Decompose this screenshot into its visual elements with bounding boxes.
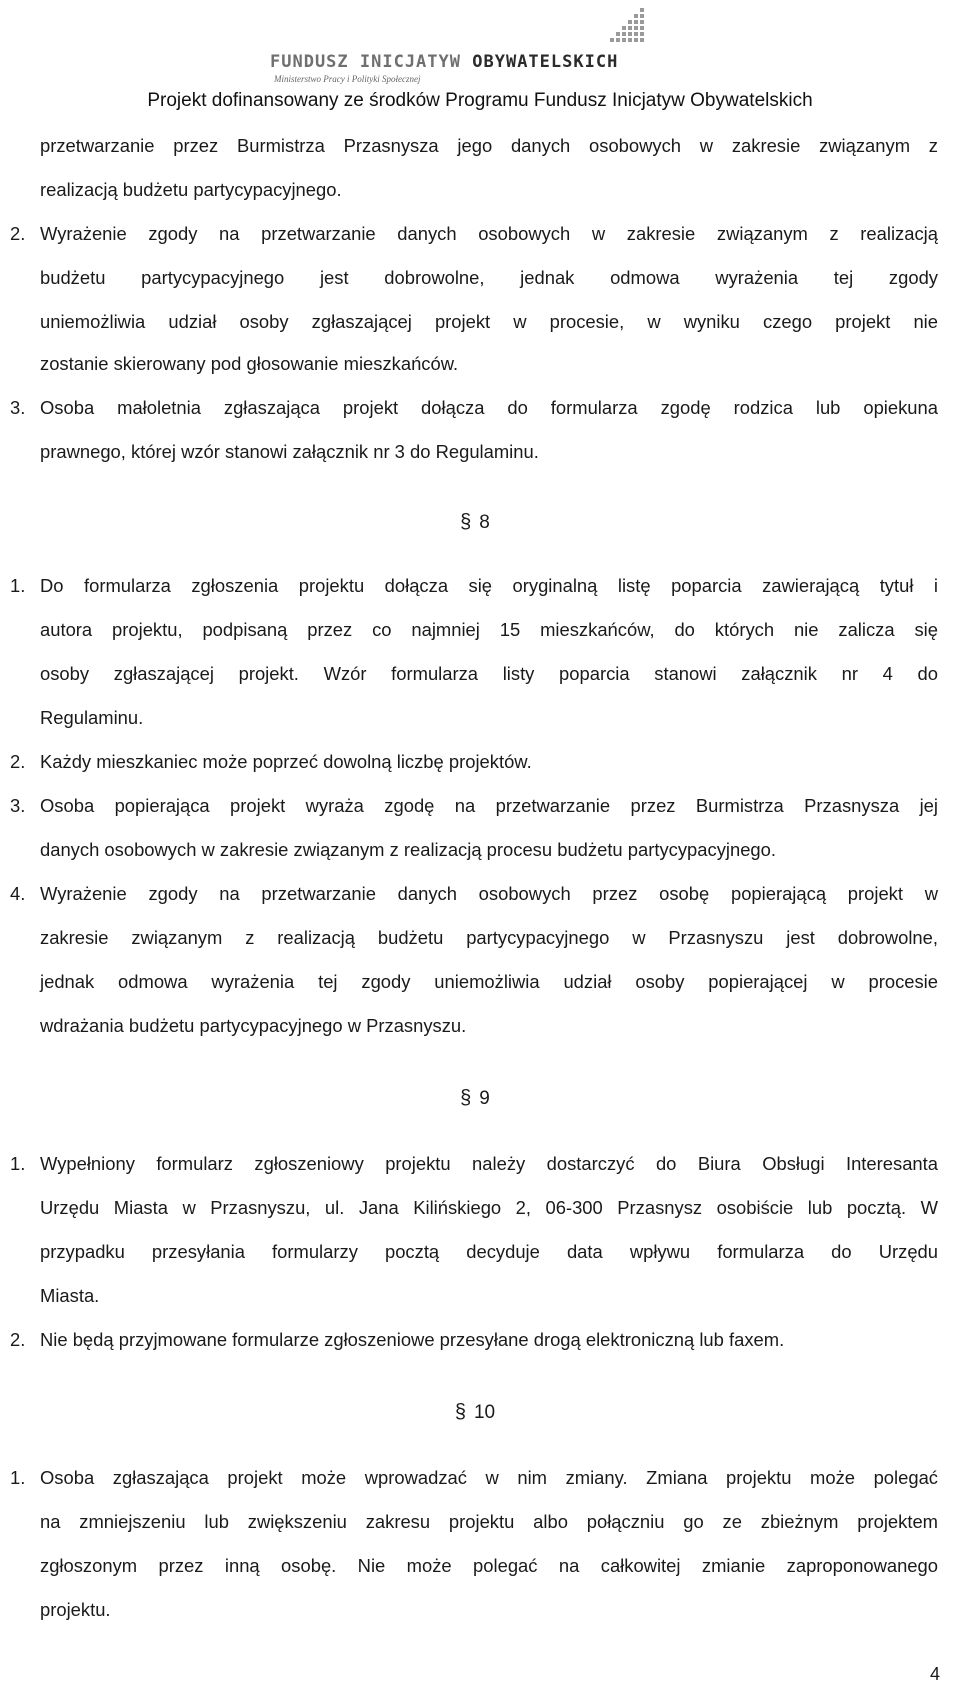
text-line: przypadku przesyłania formularzy pocztą decyduje data wpływu formularza do Urzędu [40,1241,938,1262]
item-number: 1. [10,1153,26,1174]
item-number: 3. [10,795,26,816]
logo-text-a: FUNDUSZ INICJATYW [270,52,461,72]
text-line: budżetu partycypacyjnego jest dobrowolne, jednak odmowa wyrażenia tej zgody [40,267,938,288]
dots-logo-icon [610,6,650,48]
text-line: Nie będą przyjmowane formularze zgłoszeniowe przesyłane drogą elektroniczną lub faxem. [40,1329,785,1350]
text-line: Do formularza zgłoszenia projektu dołącza się oryginalną listę poparcia zawierającą tytuł i [40,575,938,596]
logo-ministry: Ministerstwo Pracy i Polityki Społecznej [274,74,421,84]
text-line: jednak odmowa wyrażenia tej zgody uniemożliwia udział osoby popierającej w procesie [40,971,938,992]
section-heading-8 [10,504,940,541]
text-line: Osoba popierająca projekt wyraża zgodę na przetwarzanie przez Burmistrza Przasnysza jej [40,795,938,816]
section-number: 8 [479,512,490,533]
section-heading-10 [10,1394,940,1431]
item-number: 1. [10,575,26,596]
text-line: Osoba małoletnia zgłaszająca projekt dołącza do formularza zgodę rodzica lub opiekuna [40,397,938,418]
text-line: projektu. [40,1599,111,1620]
text-line: Wypełniony formularz zgłoszeniowy projektu należy dostarczyć do Biura Obsługi Interesanta [40,1153,938,1174]
text-line: zostanie skierowany pod głosowanie mieszkańców. [40,353,459,374]
text-line: realizacją budżetu partycypacyjnego. [40,179,342,200]
text-line: zgłoszonym przez inną osobę. Nie może polegać na całkowitej zmianie zaproponowanego [40,1555,938,1576]
section-number: 10 [473,1402,496,1423]
item-number: 4. [10,883,26,904]
text-line: Miasta. [40,1285,100,1306]
text-line: przetwarzanie przez Burmistrza Przasnysza jego danych osobowych w zakresie związanym z [40,135,938,156]
fio-logo [270,6,650,84]
text-line: Regulaminu. [40,707,144,728]
text-line: Wyrażenie zgody na przetwarzanie danych osobowych przez osobę popierającą projekt w [40,883,938,904]
item-number: 2. [10,223,26,244]
text-line: osoby zgłaszającej projekt. Wzór formularza listy poparcia stanowi załącznik nr 4 do [40,663,938,684]
text-line: danych osobowych w zakresie związanym z realizacją procesu budżetu partycypacyjnego. [40,839,776,860]
item-number: 1. [10,1467,26,1488]
item-number: 2. [10,1329,26,1350]
page-header [0,0,960,120]
text-line: Urzędu Miasta w Przasnyszu, ul. Jana Kilińskiego 2, 06-300 Przasnysz osobiście lub pocztą. W [40,1197,938,1218]
funding-note: Projekt dofinansowany ze środków Programu Fundusz Inicjatyw Obywatelskich [147,90,813,111]
section-number: 9 [479,1088,490,1109]
text-line: autora projektu, podpisaną przez co najmniej 15 mieszkańców, do których nie zalicza się [40,619,938,640]
section-symbol: § [460,1087,472,1109]
text-line: Osoba zgłaszająca projekt może wprowadzać w nim zmiany. Zmiana projektu może polegać [40,1467,938,1488]
text-line: Każdy mieszkaniec może poprzeć dowolną liczbę projektów. [40,751,532,772]
section-symbol: § [460,511,472,533]
text-line: uniemożliwia udział osoby zgłaszającej projekt w procesie, w wyniku czego projekt nie [40,311,938,332]
section-heading-9 [10,1080,940,1117]
text-line: Wyrażenie zgody na przetwarzanie danych osobowych w zakresie związanym z realizacją [40,223,938,244]
item-number: 3. [10,397,26,418]
text-line: na zmniejszeniu lub zwiększeniu zakresu projektu albo połączniu go ze zbieżnym projektem [40,1511,938,1532]
page-number: 4 [929,1664,940,1684]
text-line: zakresie związanym z realizacją budżetu partycypacyjnego w Przasnyszu jest dobrowolne, [40,927,938,948]
logo-wordmark [270,52,618,72]
text-line: wdrażania budżetu partycypacyjnego w Przasnyszu. [40,1015,467,1036]
section-symbol: § [454,1401,466,1423]
logo-text-b: OBYWATELSKICH [472,52,619,72]
item-number: 2. [10,751,26,772]
text-line: prawnego, której wzór stanowi załącznik nr 3 do Regulaminu. [40,441,539,462]
